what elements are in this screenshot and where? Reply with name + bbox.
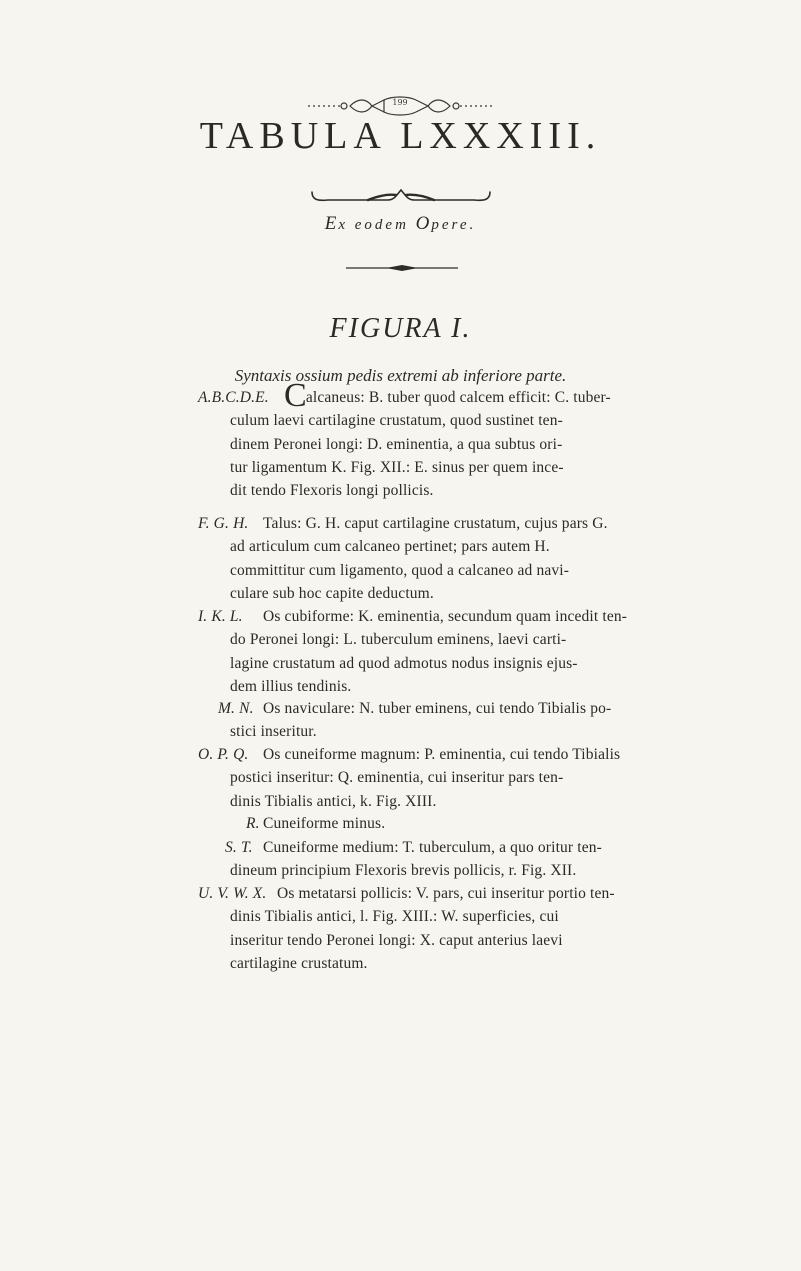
legend-entry-text: Cuneiforme minus.: [263, 815, 386, 832]
legend-entry-text: cartilagine crustatum.: [230, 954, 368, 972]
legend-entry-label: S. T.: [225, 839, 253, 856]
plate-title: TABULA LXXXIII.: [199, 115, 602, 157]
source-second-rest: pere.: [431, 217, 477, 233]
section-rule: [346, 264, 458, 272]
legend-entry-text: dinis Tibialis antici, l. Fig. XIII.: W. superficies, cui: [230, 908, 559, 926]
figure-heading: FIGURA I.: [329, 313, 472, 344]
legend-entry-text: Cuneiforme medium: T. tuberculum, a quo oritur ten-: [263, 839, 602, 856]
legend-entry-line: [230, 859, 752, 883]
legend-entry-text: Talus: G. H. caput cartilagine crustatum, cujus pars G.: [263, 515, 608, 532]
legend-entry-label: F. G. H.: [198, 515, 249, 532]
legend-entry-line: [230, 952, 752, 976]
source-line: [0, 214, 801, 235]
legend-entry-text: postici inseritur: Q. eminentia, cui inseritur pars ten-: [230, 769, 564, 787]
legend-entry-line: [230, 479, 752, 503]
legend-entry-text: dinis Tibialis antici, k. Fig. XIII.: [230, 792, 437, 810]
legend-entry-text: dinem Peronei longi: D. eminentia, a qua subtus ori-: [230, 435, 563, 453]
legend-entry-text: Os cuneiforme magnum: P. eminentia, cui tendo Tibialis: [263, 746, 621, 763]
drop-capital: C: [284, 377, 307, 414]
source-first-rest: x eodem: [338, 217, 416, 233]
legend-entry-first-line: [246, 812, 752, 836]
legend-entry-label: O. P. Q.: [198, 746, 249, 763]
figure-caption: Syntaxis ossium pedis extremi ab inferiore parte.: [234, 366, 567, 385]
legend-entry-text: dit tendo Flexoris longi pollicis.: [230, 482, 434, 500]
legend-entry-text: committitur cum ligamento, quod a calcaneo ad navi-: [230, 561, 570, 579]
legend-entry-text: ad articulum cum calcaneo pertinet; pars autem H.: [230, 538, 550, 556]
legend-entry-text: Os naviculare: N. tuber eminens, cui tendo Tibialis po-: [263, 700, 612, 717]
legend-entry-first-line: [198, 882, 752, 906]
legend-entry-text: dem illius tendinis.: [230, 677, 352, 695]
legend-entry-line: [230, 905, 752, 929]
legend-entry-text: culare sub hoc capite deductum.: [230, 584, 434, 602]
legend-entry-line: [230, 675, 752, 699]
legend-entry-line: [230, 929, 752, 953]
legend-entry-line: [230, 720, 752, 744]
legend-entry-first-line: [225, 836, 752, 860]
legend-entry-label: A.B.C.D.E.: [198, 389, 269, 406]
legend-entry-line: [230, 790, 752, 814]
legend-entry-text: do Peronei longi: L. tuberculum eminens, laevi carti-: [230, 631, 567, 649]
legend-entry-text: lagine crustatum ad quod admotus nodus insignis ejus-: [230, 654, 578, 672]
source-first-initial: E: [324, 213, 339, 234]
legend-entry-line: [230, 409, 752, 433]
legend-entry-text: stici inseritur.: [230, 723, 317, 741]
legend-entry-line: [230, 766, 752, 790]
legend-entry-label: M. N.: [218, 700, 254, 717]
legend-entry-text: alcaneus: B. tuber quod calcem efficit: C. tuber-: [305, 389, 611, 406]
legend-entry-label: U. V. W. X.: [198, 885, 267, 902]
legend-entry-text: culum laevi cartilagine crustatum, quod sustinet ten-: [230, 412, 563, 430]
legend-entry-line: [230, 456, 752, 480]
legend-entry-text: Os metatarsi pollicis: V. pars, cui inseritur portio ten-: [277, 885, 615, 902]
legend-entry-line: [230, 559, 752, 583]
page-number: 199: [392, 98, 408, 107]
legend-entry-line: [230, 628, 752, 652]
source-second-initial: O: [415, 213, 432, 234]
legend-entry-label: I. K. L.: [198, 608, 243, 625]
legend-entry-line: [230, 582, 752, 606]
legend-entry-first-line: [198, 512, 752, 536]
legend-entry-text: Os cubiforme: K. eminentia, secundum quam incedit ten-: [263, 608, 628, 625]
legend-entry-text: dineum principium Flexoris brevis pollicis, r. Fig. XII.: [230, 862, 577, 880]
legend-entry-line: [230, 433, 752, 457]
bracket-ornament: [308, 186, 494, 206]
legend-entry-first-line: [198, 605, 752, 629]
legend-entry-line: [230, 535, 752, 559]
legend-entry-text: inseritur tendo Peronei longi: X. caput anterius laevi: [230, 931, 563, 949]
legend-entry-label: R.: [246, 815, 260, 832]
legend-entry-text: tur ligamentum K. Fig. XII.: E. sinus per quem ince-: [230, 458, 564, 476]
legend-entry-line: [230, 652, 752, 676]
legend-entry-first-line: [198, 743, 752, 767]
legend-entry-first-line: [218, 697, 752, 721]
legend-entry-first-line: [198, 377, 752, 414]
